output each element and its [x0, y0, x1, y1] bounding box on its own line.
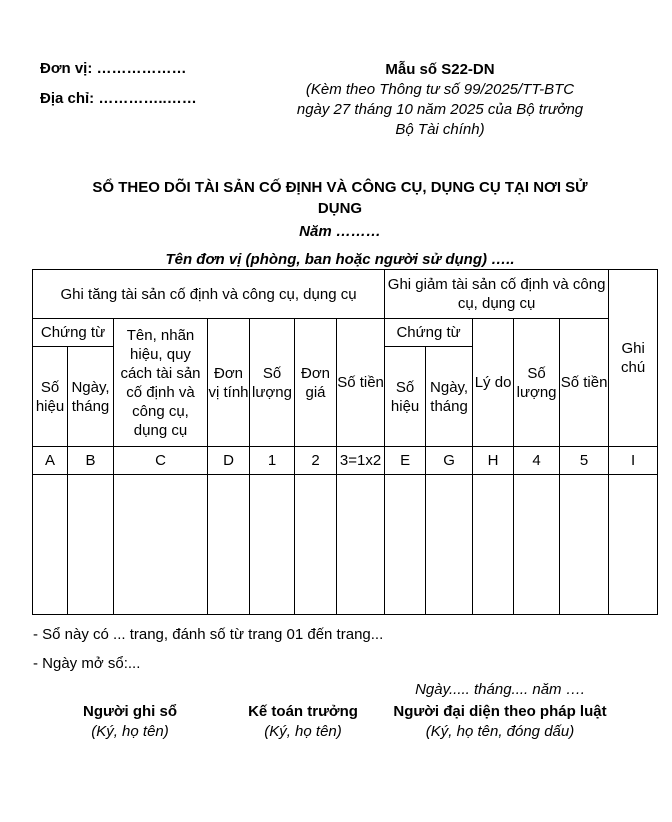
unit-price-header: Đơn giá [295, 319, 337, 447]
page-title [40, 177, 640, 219]
chief-title: Kế toán trưởng [248, 703, 358, 720]
amount-header: Số tiền [337, 319, 385, 447]
decrease-group-header: Ghi giảm tài sản cố định và công cụ, dụng cụ [385, 270, 609, 319]
increase-voucher-header: Chứng từ [33, 319, 114, 347]
decrease-voucher-date-header: Ngày, tháng [426, 347, 473, 447]
address-dots: …………..…… [98, 90, 197, 107]
title-line1: SỔ THEO DÕI TÀI SẢN CỐ ĐỊNH VÀ CÔNG CỤ, DỤNG CỤ TẠI NƠI SỬ [92, 179, 588, 196]
quantity-header: Số lượng [250, 319, 295, 447]
unit-dots: ……………… [96, 60, 187, 77]
form-ref-line2: ngày 27 tháng 10 năm 2025 của Bộ trưởng [296, 101, 584, 118]
code-cell: 1 [250, 447, 295, 475]
address-line [40, 90, 197, 107]
unit-line [40, 60, 187, 77]
chief-accountant-signature [228, 702, 378, 742]
code-cell: D [208, 447, 250, 475]
code-cell: 4 [514, 447, 560, 475]
recorder-title: Người ghi sổ [82, 703, 178, 720]
empty-entry-row [33, 475, 658, 615]
code-cell: H [473, 447, 514, 475]
reason-header: Lý do [473, 319, 514, 447]
year-line: Năm ……… [299, 223, 381, 240]
code-cell: I [609, 447, 658, 475]
legal-representative-signature [385, 702, 615, 742]
decrease-amount-header: Số tiền [560, 319, 609, 447]
form-reference [268, 60, 612, 140]
decrease-voucher-no-header: Số hiệu [385, 347, 426, 447]
signature-date: Ngày..... tháng.... năm …. [415, 681, 585, 698]
asset-name-header: Tên, nhãn hiệu, quy cách tài sản cố định và công cụ, dụng cụ [114, 319, 208, 447]
code-cell: A [33, 447, 68, 475]
code-cell: C [114, 447, 208, 475]
code-cell: E [385, 447, 426, 475]
code-cell: B [68, 447, 114, 475]
increase-group-header: Ghi tăng tài sản cố định và công cụ, dụng cụ [33, 270, 385, 319]
legal-note: (Ký, họ tên, đóng dấu) [425, 723, 575, 740]
unit-label: Đơn vị: [40, 60, 93, 77]
recorder-note: (Ký, họ tên) [91, 723, 169, 740]
note-header: Ghi chú [609, 270, 658, 447]
legal-title: Người đại diện theo pháp luật [393, 703, 607, 720]
address-label: Địa chỉ: [40, 90, 95, 107]
chief-note: (Ký, họ tên) [264, 723, 342, 740]
form-ref-line3: Bộ Tài chính) [395, 121, 485, 138]
increase-voucher-date-header: Ngày, tháng [68, 347, 114, 447]
code-cell: 5 [560, 447, 609, 475]
ledger-table [32, 269, 658, 615]
decrease-quantity-header: Số lượng [514, 319, 560, 447]
increase-voucher-no-header: Số hiệu [33, 347, 68, 447]
open-date-note: - Ngày mở sổ:... [33, 655, 141, 672]
unit-header: Đơn vị tính [208, 319, 250, 447]
code-cell: 2 [295, 447, 337, 475]
form-number: Mẫu số S22-DN [385, 61, 495, 78]
code-cell: G [426, 447, 473, 475]
form-ref-line1: (Kèm theo Thông tư số 99/2025/TT-BTC [305, 81, 575, 98]
recorder-signature [60, 702, 200, 742]
decrease-voucher-header: Chứng từ [385, 319, 473, 347]
unit-name-line: Tên đơn vị (phòng, ban hoặc người sử dụng) ….. [165, 251, 515, 268]
pages-note: - Sổ này có ... trang, đánh số từ trang 01 đến trang... [33, 626, 384, 643]
title-line2: DỤNG [317, 200, 363, 217]
code-cell: 3=1x2 [337, 447, 385, 475]
